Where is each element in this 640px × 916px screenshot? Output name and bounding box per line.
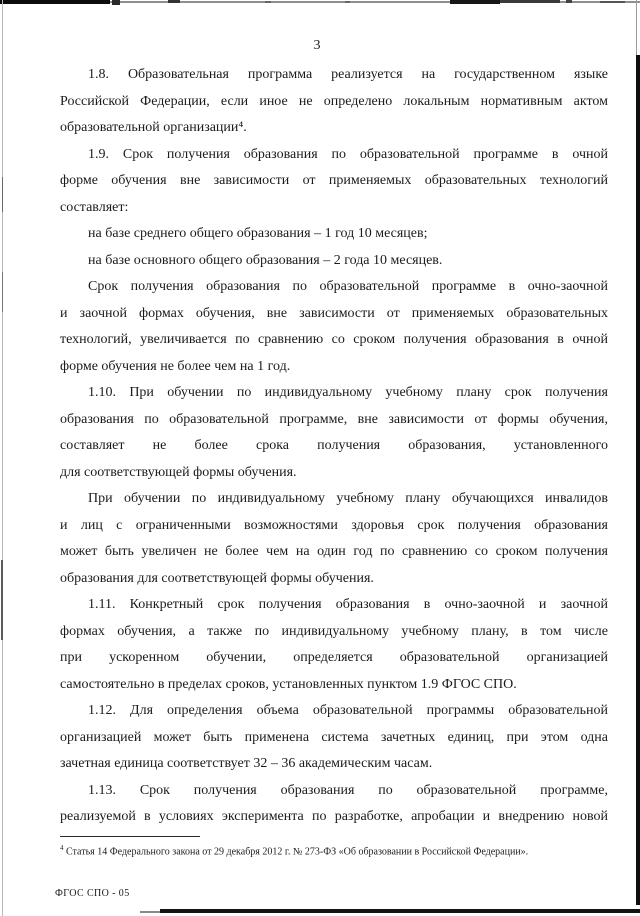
text-line: может быть увеличен не более чем на один год по сравнению со сроком получения — [60, 544, 608, 559]
text-line: организацией может быть применена система зачетных единиц, при этом одна — [60, 729, 608, 745]
text-line: 1.9. Срок получения образования по образовательной программе в очной — [88, 146, 608, 162]
text-line: составляет не более срока получения образования, установленного — [60, 438, 608, 453]
text-line: форме обучения вне зависимости от применяемых образовательных технологий — [60, 173, 608, 188]
scan-artifact — [2, 272, 3, 312]
text-line: образовательной организации⁴. — [60, 120, 247, 135]
text-line: При обучении по индивидуальному учебному плану обучающихся инвалидов — [88, 491, 608, 506]
scan-artifact-bottom-bar — [160, 909, 640, 913]
scan-artifact-right-line — [636, 0, 637, 60]
scan-artifact — [345, 1, 350, 3]
text-line: Российской Федерации, если иное не определено локальным нормативным актом — [60, 93, 608, 109]
text-line: 1.12. Для определения объема образовательной программы образовательной — [88, 703, 608, 718]
text-line: Срок получения образования по образовательной программе в очно-заочной — [88, 279, 608, 294]
text-line: и заочной формах обучения, вне зависимости от применяемых образовательных — [60, 305, 608, 321]
scan-artifact — [500, 0, 560, 3]
footnote-separator — [60, 836, 200, 837]
text-line: технологий, увеличивается по сравнению со сроком получения образования в очной — [60, 332, 608, 347]
scan-artifact — [566, 0, 572, 3]
text-line: формах обучения, а также по индивидуальному учебному плану, в том числе — [60, 623, 608, 639]
text-line: и лиц с ограниченными возможностями здоровья срок получения образования — [60, 517, 608, 533]
text-line: 1.13. Срок получения образования по образовательной программе, — [88, 782, 608, 798]
text-line: 1.10. При обучении по индивидуальному учебному плану срок получения — [88, 385, 608, 400]
footnote-text: Статья 14 Федерального закона от 29 декабря 2012 г. № 273-ФЗ «Об образовании в Российской Федерации». — [66, 846, 529, 858]
footnote-marker: 4 — [60, 844, 64, 852]
text-line: форме обучения не более чем на 1 год. — [60, 358, 291, 374]
footnote — [60, 842, 530, 858]
scan-artifact-right-edge — [636, 55, 640, 905]
page-number: 3 — [313, 38, 321, 53]
text-line: 1.11. Конкретный срок получения образования в очно-заочной и заочной — [88, 597, 608, 612]
scan-artifact — [2, 177, 3, 212]
scan-artifact — [1, 560, 3, 640]
document-body — [60, 62, 608, 831]
scan-artifact — [0, 0, 110, 4]
scan-artifact-bottom-lead — [140, 911, 162, 913]
text-line: самостоятельно в пределах сроков, установленных пунктом 1.9 ФГОС СПО. — [60, 676, 517, 692]
scan-artifact — [265, 1, 271, 3]
scan-artifact-left-edge — [2, 0, 3, 916]
text-line: на базе основного общего образования – 2 года 10 месяцев. — [88, 252, 443, 268]
text-line: 1.8. Образовательная программа реализуется на государственном языке — [88, 67, 608, 82]
text-line: образования для соответствующей формы обучения. — [60, 570, 374, 586]
scan-artifact — [600, 1, 625, 3]
text-line: при ускоренном обучении, определяется образовательной организацией — [60, 650, 608, 665]
scan-artifact — [112, 0, 120, 5]
text-line: реализуемой в условиях эксперимента по разработке, апробации и внедрению новой — [60, 809, 608, 824]
text-line: на базе среднего общего образования – 1 год 10 месяцев; — [88, 226, 428, 241]
footer-code: ФГОС СПО - 05 — [55, 888, 130, 899]
text-line: составляет: — [60, 199, 129, 215]
text-line: зачетная единица соответствует 32 – 36 академическим часам. — [60, 756, 433, 771]
text-line: для соответствующей формы обучения. — [60, 464, 297, 480]
scan-artifact — [168, 0, 180, 3]
scan-artifact — [450, 0, 500, 4]
text-line: образования по образовательной программе, вне зависимости от формы обучения, — [60, 411, 608, 427]
